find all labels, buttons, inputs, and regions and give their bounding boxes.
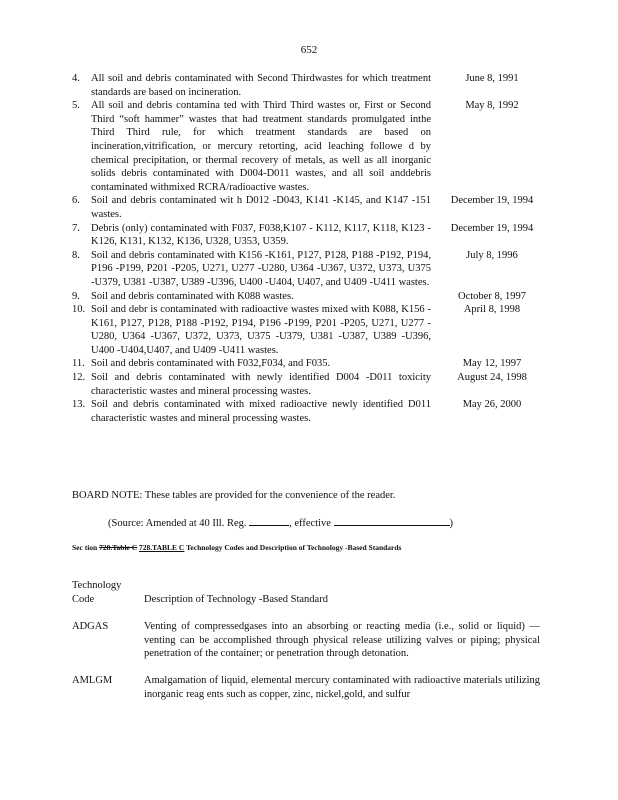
section-label: Sec tion <box>72 543 98 552</box>
item-number: 11. <box>72 358 85 370</box>
item-number: 8. <box>72 249 80 261</box>
list-item <box>72 357 542 371</box>
item-date: December 19, 1994 <box>450 222 534 234</box>
item-date: May 8, 1992 <box>465 100 519 112</box>
item-description: Soil and debris contaminated with mixed radioactive newly identified D011 characteristic wastes and mineral processing wastes. <box>91 399 431 424</box>
register-blank <box>249 515 289 526</box>
section-heading <box>72 542 542 553</box>
list-item <box>72 194 542 221</box>
item-description: Soil and debr is contaminated with radioactive wastes mixed with K088, K156 -K161, P127, P128, P188 -P192, P194, P196 -P199, P201 -P205, U271, U277 -U280, U364 -U367, U372, U373, U375 -U379, U381 -U387, U389 -U396, U400 -U404,U407, and U409 -U411 wastes. <box>91 304 431 356</box>
header-technology-code: Technology Code <box>72 580 122 605</box>
item-date: December 19, 1994 <box>450 195 534 207</box>
list-item <box>72 398 542 425</box>
item-number: 4. <box>72 73 80 84</box>
source-line <box>108 515 548 531</box>
list-item <box>72 290 542 304</box>
item-number: 7. <box>72 222 80 234</box>
table-row <box>72 620 542 661</box>
struck-table-name: 728.Table C <box>99 543 138 552</box>
list-item <box>72 72 542 99</box>
item-description: Debris (only) contaminated with F037, F038,K107 - K112, K117, K118, K123 -K126, K131, K132, K136, U328, U353, U359. <box>91 222 431 248</box>
source-suffix: ) <box>449 518 454 529</box>
list-item <box>72 99 542 194</box>
inserted-table-name: 728.TABLE C <box>139 543 185 552</box>
list-item <box>72 303 542 357</box>
effective-date-blank <box>334 515 450 526</box>
page-number: 652 <box>300 44 318 56</box>
item-description: Soil and debris contaminated wit h D012 -D043, K141 -K145, and K147 -151 wastes. <box>91 195 431 220</box>
item-date: August 24, 1998 <box>457 372 527 384</box>
source-mid: , effective <box>289 518 331 529</box>
list-item <box>72 249 542 290</box>
technology-description: Amalgamation of liquid, elemental mercury contaminated with radioactive materials utilizing inorganic reag ents such as copper, zinc, nickel,gold, and sulfur <box>144 675 540 700</box>
board-note: BOARD NOTE: These tables are provided for the convenience of the reader. <box>72 490 396 501</box>
item-description: Soil and debris contaminated with newly identified D004 -D011 toxicity characteristic wastes and mineral processing wastes. <box>91 372 431 397</box>
item-description: Soil and debris contaminated with K088 wastes. <box>91 290 294 302</box>
item-number: 6. <box>72 195 80 207</box>
tech-table-header <box>72 579 542 606</box>
source-prefix: (Source: Amended at 40 Ill. Reg. <box>108 518 247 529</box>
technology-code: AMLGM <box>72 675 113 686</box>
technology-description: Venting of compressedgases into an absorbing or reacting media (i.e., solid or liquid) — venting can be accomplished through physical release utilizing valves or piping; physical penetration of the container; or penetration through detonation. <box>144 621 540 660</box>
item-description: All soil and debris contamina ted with Third Third wastes or, First or Second Third “soft hammer” wastes that had treatment standards promulgated inthe Third Third rule, for which treatment standards are based on incineration,vitrification, or mercury retorting, acid leaching followe d by chemical precipitation, or thermal recovery of metals, as well as all inorganic solids debris contaminated with D004-D011 wastes, and all soil anddebris contaminated withmixed RCRA/radioactive wastes. <box>91 100 431 193</box>
item-date: April 8, 1998 <box>463 304 521 316</box>
item-number: 5. <box>72 100 80 112</box>
dates-list <box>72 72 542 425</box>
item-description: Soil and debris contaminated with F032,F034, and F035. <box>91 358 331 370</box>
list-item <box>72 371 542 398</box>
header-description: Description of Technology -Based Standard <box>144 593 328 605</box>
item-number: 13. <box>72 399 86 411</box>
item-description: Soil and debris contaminated with K156 -K161, P127, P128, P188 -P192, P194, P196 -P199, P201 -P205, U271, U277 -U280, U364 -U367, U372, U373, U375 -U379, U381 -U387, U389 -U396, U400 -U404, U407, and U409 -U411 wastes. <box>91 249 431 288</box>
section-title: Technology Codes and Description of Technology -Based Standards <box>186 543 402 552</box>
item-date: July 8, 1996 <box>466 249 518 261</box>
item-number: 9. <box>72 290 80 302</box>
item-number: 10. <box>72 304 86 316</box>
item-description: All soil and debris contaminated with Second Thirdwastes for which treatment standards are based on incineration. <box>91 73 431 98</box>
technology-code: ADGAS <box>72 621 109 632</box>
list-item <box>72 222 542 249</box>
item-date: May 12, 1997 <box>462 358 522 370</box>
item-number: 12. <box>72 372 86 384</box>
table-row <box>72 674 542 701</box>
item-date: October 8, 1997 <box>458 290 526 302</box>
item-date: June 8, 1991 <box>465 73 519 84</box>
item-date: May 26, 2000 <box>462 399 522 411</box>
